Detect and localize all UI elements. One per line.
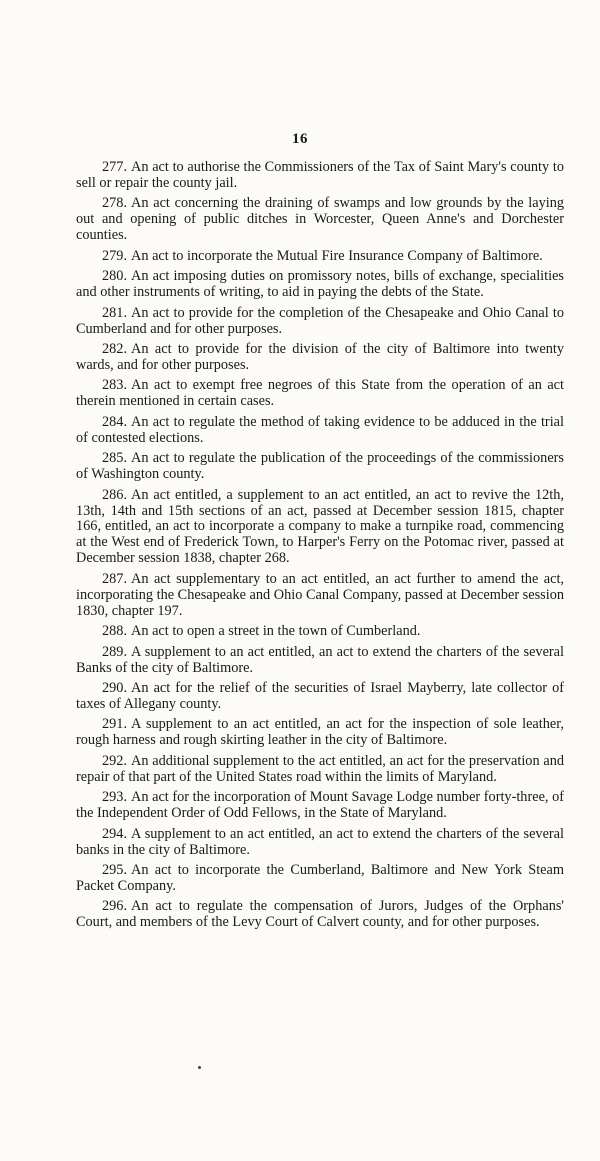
act-text: An act for the relief of the securities of Israel Mayberry, late collector of taxes of Allegany county. bbox=[76, 680, 564, 712]
act-number: 290. bbox=[102, 680, 128, 696]
ink-speck bbox=[198, 1066, 201, 1069]
act-text: An act to incorporate the Cumberland, Baltimore and New York Steam Packet Company. bbox=[76, 862, 564, 894]
act-text: An act to open a street in the town of Cumberland. bbox=[131, 623, 421, 640]
act-number: 278. bbox=[102, 195, 128, 212]
act-entry bbox=[76, 249, 564, 265]
act-entry bbox=[76, 306, 564, 338]
act-text: An act to regulate the compensation of Jurors, Judges of the Orphans' Court, and members of the Levy Court of Calvert county, and for other purposes. bbox=[76, 898, 564, 931]
act-text: An act to exempt free negroes of this State from the operation of an act therein mentioned in certain cases. bbox=[76, 377, 564, 410]
act-number: 293. bbox=[102, 789, 128, 806]
act-number: 294. bbox=[102, 825, 128, 842]
act-entry bbox=[76, 645, 564, 677]
act-number: 292. bbox=[102, 752, 128, 769]
act-text: A supplement to an act entitled, an act for the inspection of sole leather, rough harness and rough skirting leather in the city of Baltimore. bbox=[76, 716, 564, 749]
act-text: An act for the incorporation of Mount Savage Lodge number forty-three, of the Independent Order of Odd Fellows, in the State of Maryland. bbox=[76, 789, 564, 822]
act-number: 280. bbox=[102, 268, 128, 285]
act-text: An act entitled, a supplement to an act entitled, an act to revive the 12th, 13th, 14th and 15th sections of an act, passed at December session 1815, chapter 166, entitled, an act to incorporate a company to make a turnpike road, commencing at the West end of Frederick Town, to Harper's Ferry on the Potomac river, passed at December session 1838, chapter 268. bbox=[76, 486, 564, 567]
act-entry bbox=[76, 572, 564, 620]
act-text: A supplement to an act entitled, an act to extend the charters of the several banks in the city of Baltimore. bbox=[76, 825, 564, 858]
act-text: An act to provide for the completion of the Chesapeake and Ohio Canal to Cumberland and for other purposes. bbox=[76, 304, 564, 337]
act-number: 287. bbox=[102, 570, 128, 587]
act-number: 283. bbox=[102, 377, 128, 394]
act-entry bbox=[76, 342, 564, 374]
act-entry bbox=[76, 827, 564, 859]
page-number: 16 bbox=[292, 131, 308, 147]
act-text: A supplement to an act entitled, an act to extend the charters of the several Banks of the city of Baltimore. bbox=[76, 643, 564, 676]
act-text: An act to incorporate the Mutual Fire Insurance Company of Baltimore. bbox=[131, 247, 543, 264]
act-entry bbox=[76, 451, 564, 483]
act-entry bbox=[76, 415, 564, 447]
act-entry bbox=[76, 717, 564, 749]
act-text: An act imposing duties on promissory notes, bills of exchange, specialities and other instruments of writing, to aid in paying the debts of the State. bbox=[76, 268, 564, 301]
act-number: 288. bbox=[102, 623, 128, 640]
act-text: An additional supplement to the act entitled, an act for the preservation and repair of that part of the United States road within the limits of Maryland. bbox=[76, 752, 564, 785]
act-list bbox=[76, 160, 564, 936]
act-number: 291. bbox=[102, 716, 128, 733]
act-entry bbox=[76, 488, 564, 568]
act-entry bbox=[76, 269, 564, 301]
act-entry bbox=[76, 681, 564, 713]
act-text: An act concerning the draining of swamps and low grounds by the laying out and opening of public ditches in Worcester, Queen Anne's and Dorchester counties. bbox=[76, 195, 564, 244]
act-number: 284. bbox=[102, 413, 128, 430]
act-entry bbox=[76, 863, 564, 895]
act-number: 281. bbox=[102, 304, 128, 321]
act-entry bbox=[76, 624, 564, 640]
act-number: 277. bbox=[102, 159, 128, 175]
act-number: 279. bbox=[102, 247, 128, 264]
act-number: 289. bbox=[102, 643, 128, 660]
act-entry bbox=[76, 160, 564, 192]
act-number: 296. bbox=[102, 898, 128, 915]
act-text: An act to authorise the Commissioners of the Tax of Saint Mary's county to sell or repair the county jail. bbox=[76, 159, 564, 191]
act-entry bbox=[76, 196, 564, 244]
act-text: An act to regulate the publication of the proceedings of the commissioners of Washington county. bbox=[76, 450, 564, 483]
act-text: An act supplementary to an act entitled, an act further to amend the act, incorporating the Chesapeake and Ohio Canal Company, passed at December session 1830, chapter 197. bbox=[76, 570, 564, 619]
act-entry bbox=[76, 899, 564, 931]
act-number: 282. bbox=[102, 341, 128, 358]
act-text: An act to provide for the division of the city of Baltimore into twenty wards, and for other purposes. bbox=[76, 341, 564, 373]
act-entry bbox=[76, 378, 564, 410]
act-entry bbox=[76, 790, 564, 822]
act-entry bbox=[76, 754, 564, 786]
act-number: 285. bbox=[102, 450, 128, 467]
act-number: 286. bbox=[102, 486, 128, 503]
act-number: 295. bbox=[102, 862, 128, 879]
act-text: An act to regulate the method of taking evidence to be adduced in the trial of contested elections. bbox=[76, 413, 564, 446]
